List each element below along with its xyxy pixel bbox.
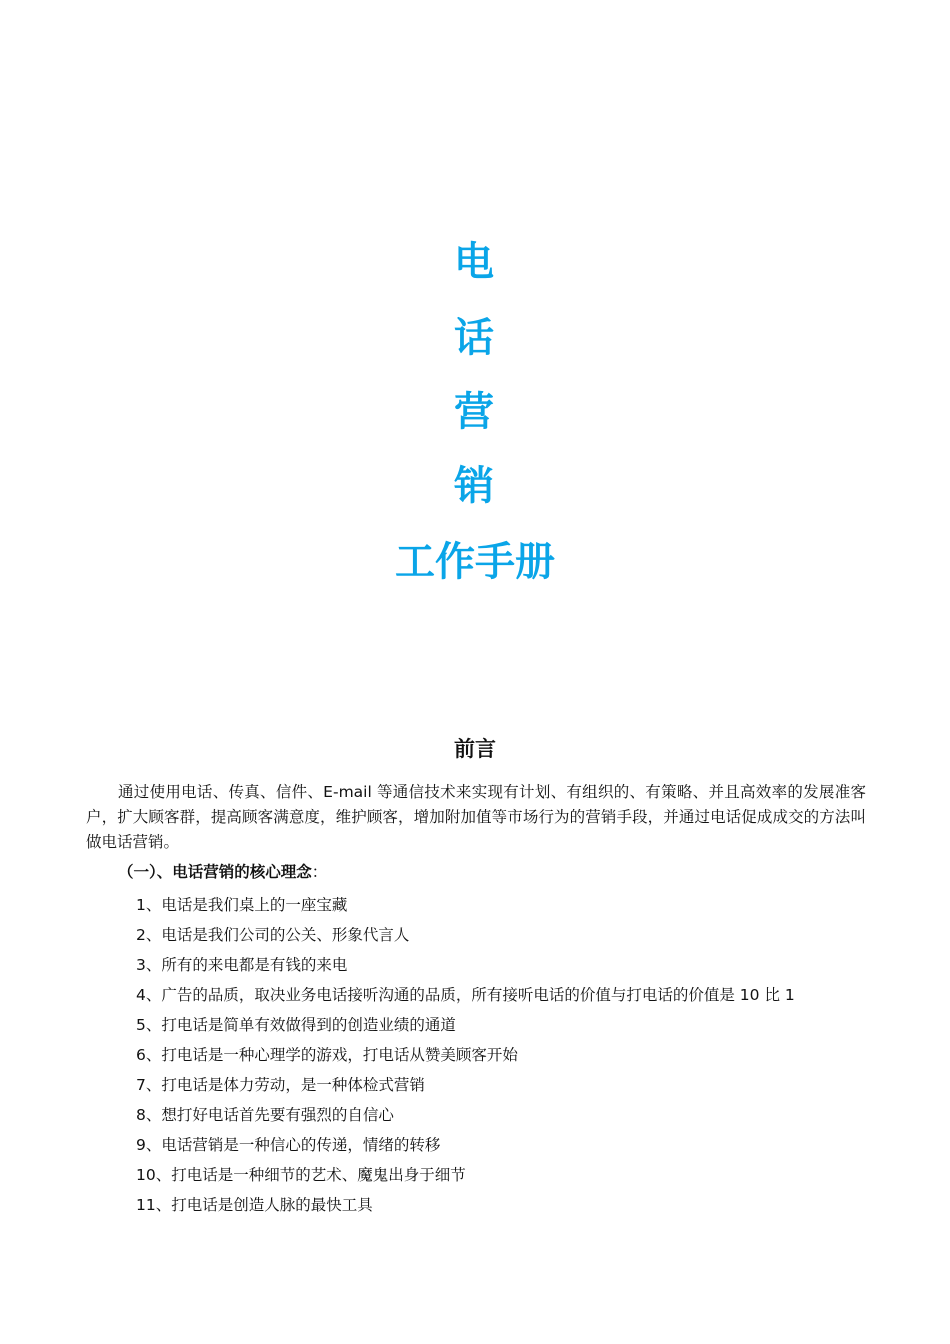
list-item: 1、电话是我们桌上的一座宝藏 <box>136 896 348 914</box>
section-heading-colon: ： <box>311 863 328 881</box>
preface-intro-paragraph: 通过使用电话、传真、信件、E-mail 等通信技术来实现有计划、有组织的、有策略、并且高效率的发展准客户，扩大顾客群，提高顾客满意度，维护顾客，增加附加值等市场行为的营销手段，并通过电话促成成交的方法叫做电话营销。 <box>86 783 866 851</box>
list-item: 2、电话是我们公司的公关、形象代言人 <box>136 926 410 944</box>
cover-title-line: 销 <box>454 463 496 509</box>
list-item: 9、电话营销是一种信心的传递，情绪的转移 <box>136 1136 441 1154</box>
list-item: 5、打电话是简单有效做得到的创造业绩的通道 <box>136 1016 456 1034</box>
cover-title-line: 工作手册 <box>395 539 555 585</box>
cover-title-line: 电 <box>454 239 496 285</box>
list-item: 7、打电话是体力劳动，是一种体检式营销 <box>136 1076 425 1094</box>
section-heading-text: （一）、电话营销的核心理念 <box>118 863 312 881</box>
list-item: 6、打电话是一种心理学的游戏，打电话从赞美顾客开始 <box>136 1046 518 1064</box>
list-item: 11、打电话是创造人脉的最快工具 <box>136 1196 373 1214</box>
core-concepts-list <box>136 890 896 1220</box>
list-item: 3、所有的来电都是有钱的来电 <box>136 956 348 974</box>
list-item: 8、想打好电话首先要有强烈的自信心 <box>136 1106 394 1124</box>
list-item: 10、打电话是一种细节的艺术、魔鬼出身于细节 <box>136 1166 466 1184</box>
cover-title-line: 话 <box>454 315 496 361</box>
preface-heading: 前言 <box>454 737 496 761</box>
section-heading <box>118 860 327 885</box>
cover-title-line: 营 <box>454 389 496 435</box>
list-item: 4、广告的品质，取决业务电话接听沟通的品质，所有接听电话的价值与打电话的价值是 10 比 1 <box>136 986 795 1004</box>
